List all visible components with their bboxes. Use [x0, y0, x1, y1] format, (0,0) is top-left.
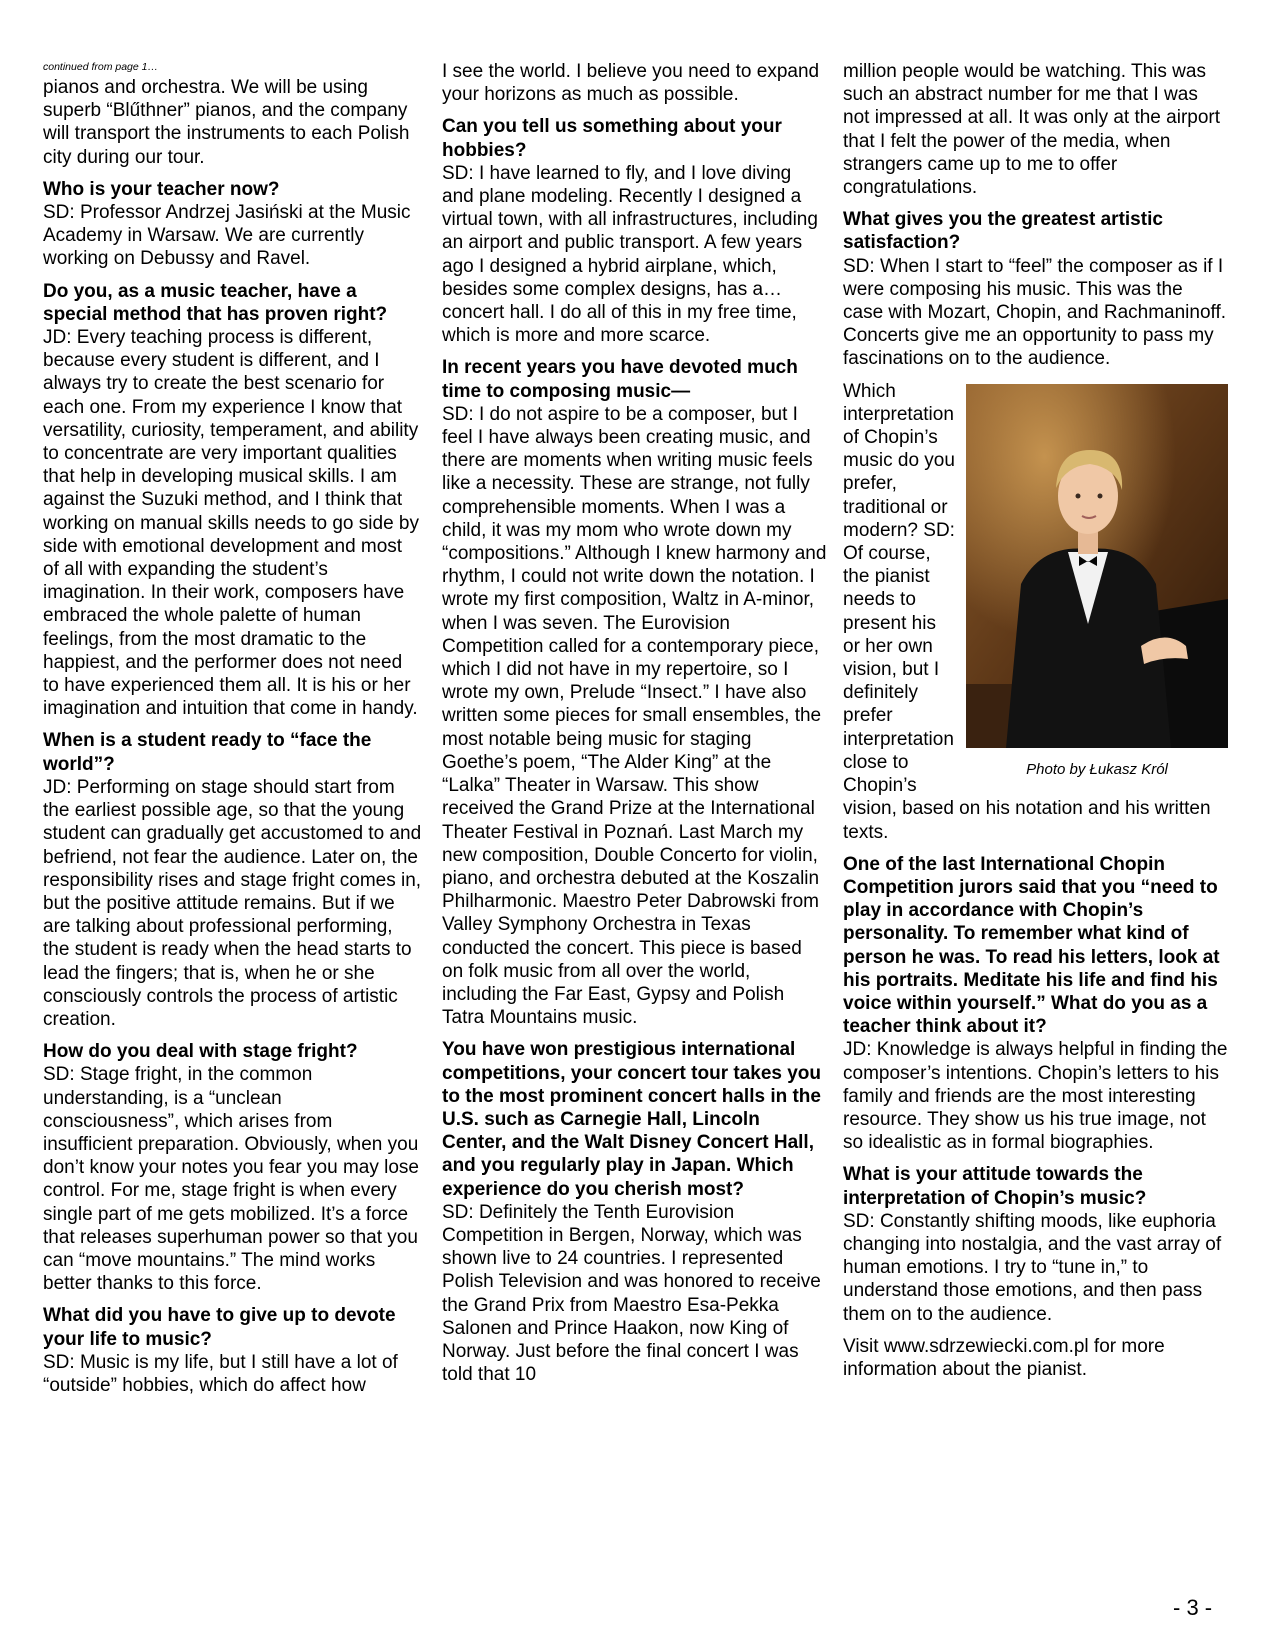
column-intro: I see the world. I believe you need to expand your horizons as much as possible.	[442, 61, 820, 106]
column-intro: pianos and orchestra. We will be using superb “Blűthner” pianos, and the company will transport the instruments to each Polish city during our tour.	[43, 77, 410, 168]
qa-block	[843, 853, 1228, 1155]
answer: SD: Professor Andrzej Jasiński at the Music Academy in Warsaw. We are currently working on Debussy and Ravel.	[43, 202, 411, 270]
photo-caption: Photo by Łukasz Król	[1026, 760, 1168, 778]
qa-block	[843, 208, 1228, 370]
answer: JD: Performing on stage should start from the earliest possible age, so that the young student can gradually get accustomed to and befriend, not fear the audience. Later on, the responsibility rises and stage fright comes in, but the positive attitude remains. But if we are talking about professional performing, the student is ready when the head starts to lead the fingers; that is, when he or she consciously controls the process of artistic creation.	[43, 776, 422, 1030]
question: In recent years you have devoted much time to composing music—	[442, 357, 798, 402]
answer: JD: Knowledge is always helpful in finding the composer’s intentions. Chopin’s letters to his family and friends are the most interesting resource. They show us his true image, not so idealistic as in formal biographies.	[843, 1039, 1228, 1154]
question: Can you tell us something about your hobbies?	[442, 116, 782, 161]
question: When is a student ready to “face the world”?	[43, 730, 372, 775]
question: You have won prestigious international competitions, your concert tour takes you to the most prominent concert halls in the U.S. such as Carnegie Hall, Lincoln Center, and the Walt Disney Concert Hall, and you regularly play in Japan. Which experience do you cherish most?	[442, 1039, 822, 1200]
answer: SD: When I start to “feel” the composer as if I were composing his music. This was the case with Mozart, Chopin, and Rachmaninoff. Concerts give me an opportunity to pass my fascinations on to the audience.	[843, 255, 1227, 370]
continued-note: continued from page 1…	[43, 61, 158, 73]
interpretation-block	[843, 380, 1228, 844]
pianist-photo	[966, 384, 1228, 748]
qa-block	[43, 729, 423, 1031]
answer: SD: Definitely the Tenth Eurovision Competition in Bergen, Norway, which was shown live to 24 countries. I represented Polish Television and was honored to receive the Grand Prix from Maestro Esa-Pekka Salonen and Prince Haakon, now King of Norway. Just before the final concert I was told that 10	[442, 1201, 821, 1386]
article-column-2	[442, 60, 827, 1395]
page-number: - 3 -	[1173, 1595, 1213, 1620]
answer: SD: I have learned to fly, and I love diving and plane modeling. Recently I designed a virtual town, with all infrastructures, including an airport and public transport. A few years ago I designed a hybrid airplane, which, besides some complex designs, has a… concert hall. I do all of this in my free time, which is more and more scarce.	[442, 162, 818, 347]
answer: SD: Music is my life, but I still have a lot of “outside” hobbies, which do affect how	[43, 1351, 398, 1396]
answer: SD: I do not aspire to be a composer, but I feel I have always been creating music, and there are moments when writing music feels like a necessity. These are strange, not fully comprehensible moments. When I was a child, it was my mom who wrote down my “compositions.” Although I knew harmony and rhythm, I could not write down the notation. I wrote my first composition, Waltz in A-minor, when I was seven. The Eurovision Competition called for a contemporary piece, which I did not have in my repertoire, so I wrote my own, Prelude “Insect.” I have also written some pieces for small ensembles, the most notable being music for staging Goethe’s poem, “The Alder King” at the “Lalka” Theater in Warsaw. This show received the Grand Prize at the International Theater Festival in Poznań. Last March my new composition, Double Concerto for violin, piano, and orchestra debuted at the Koszalin Philharmonic. Maestro Peter Dabrowski from Valley Symphony Orchestra in Texas conducted the concert. This piece is based on folk music from all over the world, including the Far East, Gypsy and Polish Tatra Mountains music.	[442, 403, 827, 1029]
question: Do you, as a music teacher, have a special method that has proven right?	[43, 280, 388, 325]
answer: SD: Constantly shifting moods, like euphoria changing into nostalgia, and the vast array of human emotions. I try to “tune in,” to understand those emotions, and then pass them on to the audience.	[843, 1210, 1222, 1325]
qa-block	[442, 356, 827, 1029]
qa-block	[442, 1038, 827, 1386]
column-intro: million people would be watching. This was such an abstract number for me that I was not impressed at all. It was only at the airport that I felt the power of the media, when strangers came up to me to offer congratulations.	[843, 61, 1221, 199]
qa-block	[843, 1163, 1228, 1325]
article-column-3	[843, 60, 1228, 1390]
question: What gives you the greatest artistic satisfaction?	[843, 209, 1163, 254]
qa-block	[43, 1040, 423, 1295]
question: How do you deal with stage fright?	[43, 1041, 358, 1063]
question: One of the last International Chopin Competition jurors said that you “need to play in accordance with Chopin’s personality. To remember what kind of person he was. To read his letters, look at his portraits. Meditate his life and find his voice within yourself.” What do you as a teacher think about it?	[843, 853, 1220, 1038]
question: What is your attitude towards the interpretation of Chopin’s music?	[843, 1164, 1147, 1209]
answer: JD: Every teaching process is different, because every student is different, and I always try to create the best scenario for each one. From my experience I know that versatility, curiosity, temperament, and ability to concentrate are very important qualities that help in developing musical skills. I am against the Suzuki method, and I think that working on manual skills needs to go side by side with emotional development and most of all with expanding the student’s imagination. In their work, composers have embraced the whole palette of human feelings, from the most dramatic to the happiest, and the performer does not need to have experienced them all. It is his or her imagination and intuition that come in handy.	[43, 327, 419, 720]
interpretation-text: Which interpretation of Chopin’s music do you prefer, traditional or modern? SD: Of course, the pianist needs to present his or her own vision, but I definitely prefer interpretation close to Chopin’s vision, based on his notation and his written texts.	[843, 380, 1211, 843]
qa-block	[43, 280, 423, 721]
question: Who is your teacher now?	[43, 178, 280, 200]
answer: SD: Stage fright, in the common understanding, is a “unclean consciousness”, which arises from insufficient preparation. Obviously, when you don’t know your notes you fear you may lose control. For me, stage fright is when every single part of me gets mobilized. It’s a force that releases superhuman power so that you can “move mountains.” The mind works better thanks to this force.	[43, 1064, 419, 1295]
question: What did you have to give up to devote your life to music?	[43, 1305, 396, 1350]
qa-block	[43, 178, 423, 271]
qa-block	[43, 1304, 423, 1397]
pianist-photo-figure	[966, 384, 1228, 781]
article-column-1	[43, 60, 423, 1406]
qa-block	[442, 115, 827, 347]
website-note: Visit www.sdrzewiecki.com.pl for more information about the pianist.	[843, 1335, 1165, 1380]
